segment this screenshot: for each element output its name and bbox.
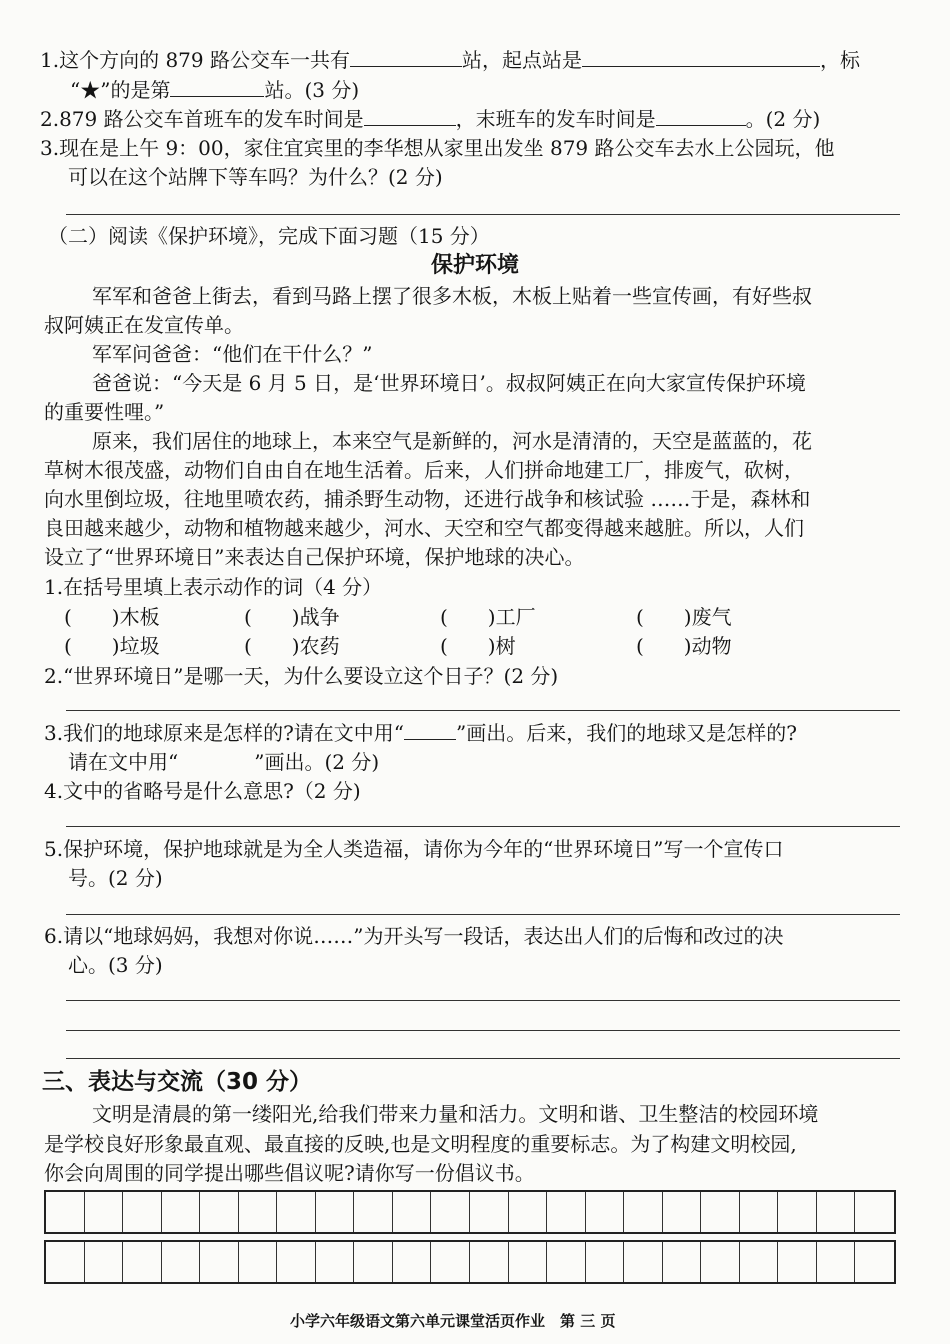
section3-p-a: 文明是清晨的第一缕阳光,给我们带来力量和活力。文明和谐、卫生整洁的校园环境 bbox=[92, 1102, 819, 1126]
answer-line-s2q5[interactable] bbox=[66, 914, 900, 915]
fill-item[interactable]: ( )木板 bbox=[64, 605, 160, 629]
blank-star-stop[interactable] bbox=[170, 78, 264, 97]
writing-grid-row-1[interactable] bbox=[44, 1190, 896, 1234]
s2-q3-a: 3.我们的地球原来是怎样的?请在文中用“ bbox=[44, 721, 405, 745]
q1-line2 bbox=[70, 76, 359, 104]
s2-q6-a: 6.请以“地球妈妈，我想对你说……”为开头写一段话，表达出人们的后悔和改过的决 bbox=[44, 924, 784, 948]
s2-q3-b: ”画出。后来，我们的地球又是怎样的? bbox=[456, 721, 797, 745]
page-footer: 小学六年级语文第六单元课堂活页作业 第 三 页 bbox=[290, 1312, 616, 1330]
blank-first-bus[interactable] bbox=[364, 107, 456, 126]
blank-stop-count[interactable] bbox=[350, 48, 462, 67]
fill-item[interactable]: ( )动物 bbox=[636, 634, 732, 658]
passage-p4-d: 良田越来越少，动物和植物越来越少，河水、天空和空气都变得越来越脏。所以，人们 bbox=[44, 516, 804, 540]
q3-line2: 可以在这个站牌下等车吗？为什么？(2 分) bbox=[68, 165, 443, 189]
q2-text-b: ，末班车的发车时间是 bbox=[455, 107, 656, 131]
answer-line-s2q4[interactable] bbox=[66, 826, 900, 827]
section3-p-b: 是学校良好形象最直观、最直接的反映,也是文明程度的重要标志。为了构建文明校园, bbox=[44, 1132, 797, 1156]
s2-q3-c: 请在文中用“ bbox=[68, 750, 179, 774]
passage-p1-a: 军军和爸爸上街去，看到马路上摆了很多木板，木板上贴着一些宣传画，有好些叔 bbox=[92, 284, 812, 308]
q1-text-d: “★”的是第 bbox=[70, 78, 171, 102]
blank-start-stop[interactable] bbox=[582, 48, 820, 67]
q1-text-e: 站。(3 分) bbox=[264, 78, 360, 102]
q2-line bbox=[40, 105, 820, 133]
writing-grid-row-2[interactable] bbox=[44, 1240, 896, 1284]
underline-sample bbox=[404, 721, 456, 740]
fill-item[interactable]: ( )农药 bbox=[244, 634, 340, 658]
s2-q3-line1 bbox=[44, 719, 797, 747]
passage-p3-a: 爸爸说：“今天是 6 月 5 日，是‘世界环境日’。叔叔阿姨正在向大家宣传保护环境 bbox=[92, 371, 806, 395]
q2-text-c: 。(2 分) bbox=[745, 107, 821, 131]
fill-item[interactable]: ( )废气 bbox=[636, 605, 732, 629]
section2-heading: （二）阅读《保护环境》，完成下面习题（15 分） bbox=[48, 224, 490, 248]
s2-q3-d: ”画出。(2 分) bbox=[254, 750, 380, 774]
blank-last-bus[interactable] bbox=[656, 107, 746, 126]
passage-title: 保护环境 bbox=[430, 253, 519, 278]
section3-heading: 三、表达与交流（30 分） bbox=[42, 1069, 313, 1095]
s2-q6-b: 心。(3 分) bbox=[68, 953, 163, 977]
answer-line-s2q2[interactable] bbox=[66, 710, 900, 711]
q1-text-a: 1.这个方向的 879 路公交车一共有 bbox=[40, 48, 350, 72]
passage-p3-b: 的重要性哩。” bbox=[44, 400, 165, 424]
answer-line-s2q6-2[interactable] bbox=[66, 1030, 900, 1031]
s2-q2: 2.“世界环境日”是哪一天，为什么要设立这个日子？(2 分) bbox=[44, 664, 559, 688]
s2-q5-a: 5.保护环境，保护地球就是为全人类造福，请你为今年的“世界环境日”写一个宣传口 bbox=[44, 837, 784, 861]
s2-q4: 4.文中的省略号是什么意思?（2 分) bbox=[44, 779, 361, 803]
q2-text-a: 2.879 路公交车首班车的发车时间是 bbox=[40, 107, 364, 131]
fill-item[interactable]: ( )垃圾 bbox=[64, 634, 160, 658]
section3-p-c: 你会向周围的同学提出哪些倡议呢?请你写一份倡议书。 bbox=[44, 1161, 535, 1185]
passage-p4-b: 草树木很茂盛，动物们自由自在地生活着。后来，人们拼命地建工厂，排废气，砍树， bbox=[44, 458, 804, 482]
passage-p4-e: 设立了“世界环境日”来表达自己保护环境，保护地球的决心。 bbox=[44, 545, 585, 569]
fill-item[interactable]: ( )树 bbox=[440, 634, 516, 658]
fill-item[interactable]: ( )工厂 bbox=[440, 605, 536, 629]
answer-line-s2q6-3[interactable] bbox=[66, 1058, 900, 1059]
passage-p4-a: 原来，我们居住的地球上，本来空气是新鲜的，河水是清清的，天空是蓝蓝的，花 bbox=[92, 429, 812, 453]
q1-text-c: ，标 bbox=[819, 48, 860, 72]
passage-p1-b: 叔阿姨正在发宣传单。 bbox=[44, 313, 244, 337]
passage-p4-c: 向水里倒垃圾，往地里喷农药，捕杀野生动物，还进行战争和核试验 ……于是，森林和 bbox=[44, 487, 811, 511]
q1-line1 bbox=[40, 46, 860, 74]
answer-line-q3[interactable] bbox=[66, 214, 900, 215]
s2-q5-b: 号。(2 分) bbox=[68, 866, 163, 890]
q1-text-b: 站，起点站是 bbox=[461, 48, 582, 72]
passage-p2: 军军问爸爸：“他们在干什么？” bbox=[92, 342, 373, 366]
s2-q1: 1.在括号里填上表示动作的词（4 分） bbox=[44, 575, 383, 599]
answer-line-s2q6-1[interactable] bbox=[66, 1000, 900, 1001]
q3-line1: 3.现在是上午 9：00，家住宜宾里的李华想从家里出发坐 879 路公交车去水上公园玩，他 bbox=[40, 136, 835, 160]
fill-item[interactable]: ( )战争 bbox=[244, 605, 340, 629]
s2-q3-line2 bbox=[68, 748, 379, 776]
